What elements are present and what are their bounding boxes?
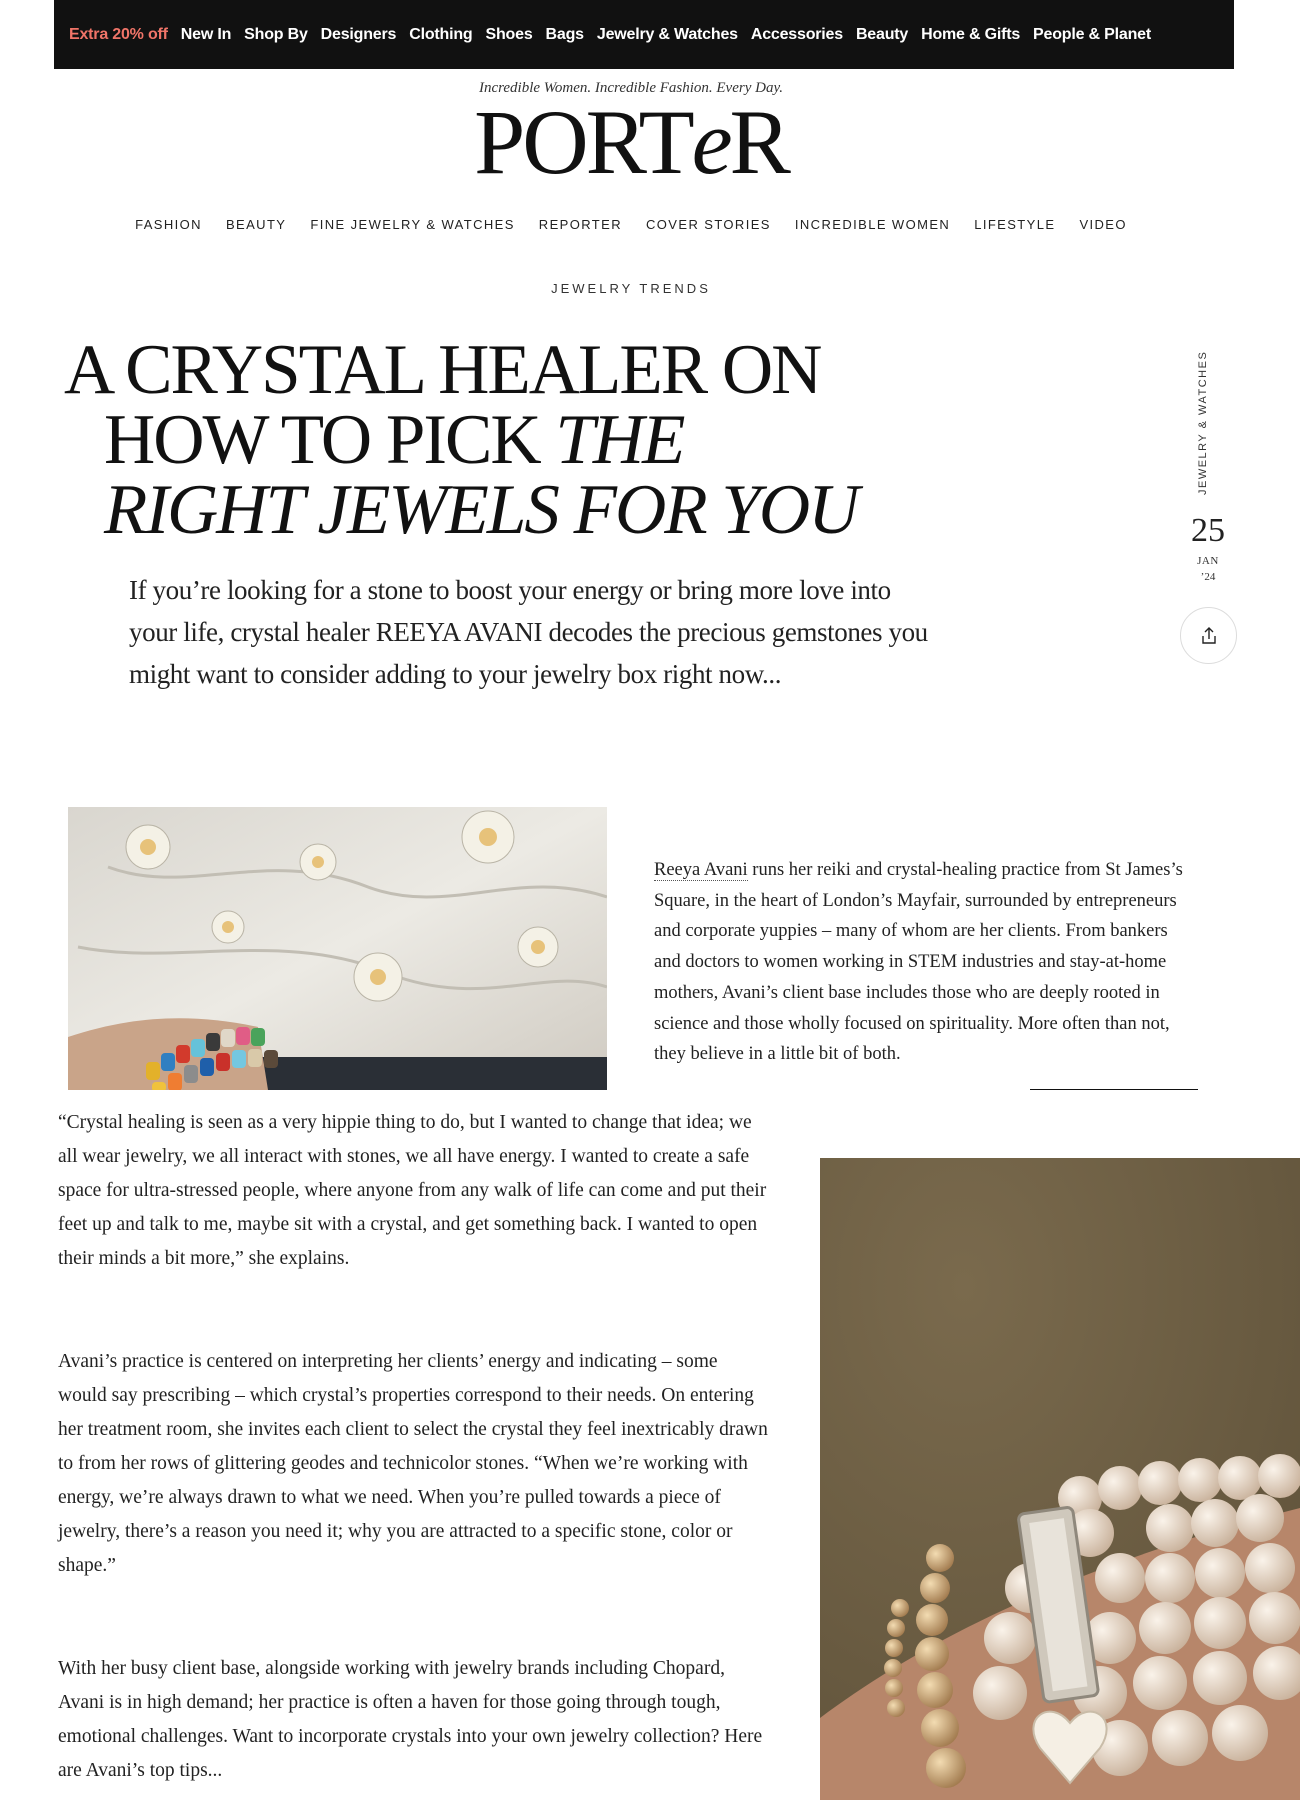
logo-text-b: e	[691, 91, 730, 193]
top-nav-beauty[interactable]: Beauty	[855, 25, 909, 43]
nav-lifestyle[interactable]: LIFESTYLE	[974, 217, 1056, 232]
porter-logo[interactable]	[0, 91, 1262, 193]
nav-cover-stories[interactable]: COVER STORIES	[646, 217, 771, 232]
article-standfirst: If you’re looking for a stone to boost your energy or bring more love into your life, crystal healer REEYA AVANI decodes the precious gemstones you might want to consider adding to your jewelry box right now...	[129, 575, 928, 689]
editorial-nav	[0, 217, 1262, 232]
headline-line-2-italic: THE	[555, 401, 684, 479]
section-divider	[1030, 1089, 1198, 1090]
top-nav-jewelry-watches[interactable]: Jewelry & Watches	[596, 25, 738, 43]
article-image-beaded-bracelets	[68, 807, 607, 1090]
logo-text-a: PORT	[474, 91, 692, 193]
top-nav-accessories[interactable]: Accessories	[750, 25, 843, 43]
headline-line-3	[64, 471, 984, 549]
nav-beauty[interactable]: BEAUTY	[225, 217, 287, 232]
article-intro	[654, 855, 1194, 1070]
article-image-bead-stack	[820, 1158, 1300, 1800]
nav-video[interactable]: VIDEO	[1079, 217, 1127, 232]
article-paragraph-1: “Crystal healing is seen as a very hippie thing to do, but I wanted to change that idea; we all wear jewelry, we all interact with stones, we all have energy. I wanted to create a safe space for ultra-stressed people, where anyone from any walk of life can come and put their feet up and talk to me, maybe sit with a crystal, and get something back. I wanted to open their minds a bit more,” she explains.	[58, 1112, 767, 1269]
date-day: 25	[1191, 512, 1225, 549]
article-paragraph-2: Avani’s practice is centered on interpreting her clients’ energy and indicating – some would say prescribing – which crystal’s properties correspond to their needs. On entering her treatment room, she invites each client to select the crystal they feel inextricably drawn to from her rows of glittering geodes and technicolor stones. “When we’re working with energy, we’re always drawn to what we need. When you’re pulled towards a piece of jewelry, there’s a reason you need it; why you are attracted to a specific stone, color or shape.”	[58, 1351, 768, 1576]
nav-reporter[interactable]: REPORTER	[538, 217, 622, 232]
category-label-vertical[interactable]: JEWELRY & WATCHES	[1197, 350, 1209, 495]
nav-fashion[interactable]: FASHION	[135, 217, 202, 232]
share-button[interactable]	[1180, 607, 1237, 664]
article-paragraph-3: With her busy client base, alongside working with jewelry brands including Chopard, Avani is in high demand; her practice is often a haven for those going through tough, emotional challenges. Want to incorporate crystals into your own jewelry collection? Here are Avani’s top tips...	[58, 1658, 763, 1781]
intro-name-link[interactable]: Reeya Avani	[654, 860, 748, 880]
brand-tagline: Incredible Women. Incredible Fashion. Every Day.	[478, 80, 784, 96]
logo-text-c: R	[729, 91, 788, 193]
top-nav-shoes[interactable]: Shoes	[485, 25, 533, 43]
date-month: JAN	[1197, 555, 1219, 567]
nav-fine-jewelry-watches[interactable]: FINE JEWELRY & WATCHES	[310, 217, 515, 232]
headline-line-2-roman: HOW TO PICK	[104, 401, 556, 479]
date-year: ’24	[1200, 571, 1216, 583]
top-nav-bar	[54, 0, 1234, 69]
top-nav-home-gifts[interactable]: Home & Gifts	[921, 25, 1021, 43]
share-icon	[1198, 625, 1220, 647]
top-nav-clothing[interactable]: Clothing	[409, 25, 473, 43]
article-headline	[64, 331, 984, 549]
top-nav-people-planet[interactable]: People & Planet	[1033, 25, 1151, 43]
headline-line-1: A CRYSTAL HEALER ON	[64, 331, 821, 409]
top-nav-new-in[interactable]: New In	[180, 25, 232, 43]
intro-text: runs her reiki and crystal-healing practice from St James’s Square, in the heart of London’s Mayfair, surrounded by entrepreneurs and corporate yuppies – many of whom are her clients. From bankers and doctors to women working in STEM industries and stay-at-home mothers, Avani’s client base includes those who are deeply rooted in science and those wholly focused on spirituality. More often than not, they believe in a little bit of both.	[654, 860, 1183, 1065]
nav-incredible-women[interactable]: INCREDIBLE WOMEN	[794, 217, 951, 232]
headline-line-3-italic: RIGHT JEWELS FOR YOU	[104, 471, 858, 549]
article-kicker[interactable]: JEWELRY TRENDS	[551, 281, 711, 296]
top-nav-bags[interactable]: Bags	[545, 25, 584, 43]
headline-line-2	[64, 401, 984, 479]
top-nav-designers[interactable]: Designers	[320, 25, 397, 43]
top-nav-shop-by[interactable]: Shop By	[244, 25, 308, 43]
promo-link[interactable]: Extra 20% off	[69, 25, 168, 43]
